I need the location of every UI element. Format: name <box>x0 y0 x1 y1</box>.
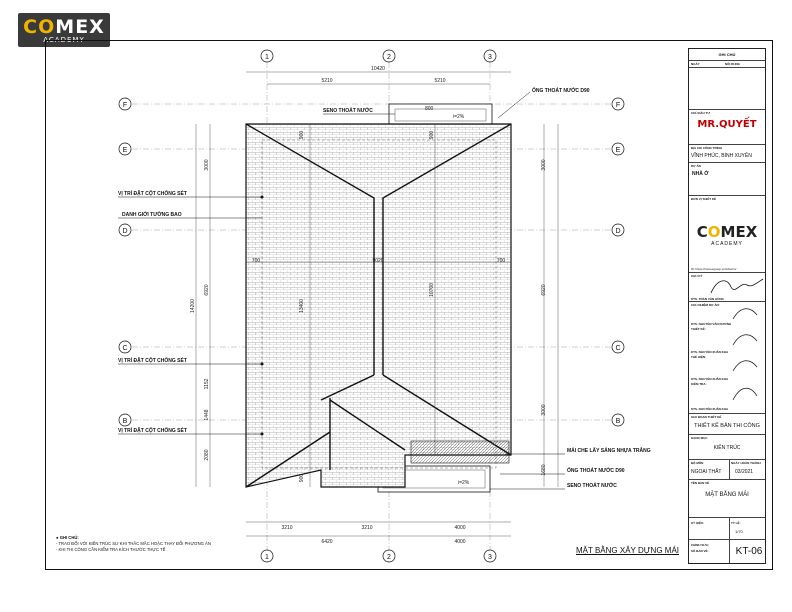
dim-bottom-b: 3210 <box>361 525 373 531</box>
signature-main <box>707 275 765 299</box>
tb-architect-1: KTS. TRẦN VĂN HÙNG <box>691 297 724 301</box>
tb-discipline-label: BỘ MÔN <box>691 461 704 465</box>
tb-drawing-name: MẶT BẰNG MÁI <box>705 492 749 498</box>
annotation-lightning-rod-1: VỊ TRÍ ĐẶT CỘT CHỐNG SÉT <box>118 191 187 197</box>
tb-phase-label: GIAI ĐOẠN THIẾT KẾ <box>691 415 722 419</box>
tb-category-label: HẠNG MỤC <box>691 436 708 440</box>
tb-address: VĨNH PHÚC, BÌNH XUYÊN <box>691 153 752 159</box>
tb-date-complete-label: NGÀY HOÀN THÀNH <box>731 461 761 465</box>
tb-content-label: NỘI DUNG <box>725 62 740 66</box>
dim-right-3: 3000 <box>541 404 547 416</box>
tb-logo-mex: MEX <box>720 223 758 241</box>
tb-website: W: https://comexgroup.vn/cd/u/vn/ <box>691 267 737 271</box>
tb-scale: 1/70 <box>735 529 743 534</box>
tb-notes-header: GHI CHÚ <box>718 52 736 57</box>
grid-label-row-c-left: C <box>122 345 128 352</box>
dim-left-4: 1448 <box>204 409 210 421</box>
dim-top-right: 5210 <box>434 78 446 84</box>
tb-owner-label: CHỦ ĐẦU TƯ <box>691 111 710 115</box>
grid-label-row-d-left: D <box>122 228 128 235</box>
tb-date-label: NGÀY <box>691 62 700 66</box>
tb-sheet-number: KT-06 <box>735 546 763 557</box>
tb-project-label: DỰ ÁN <box>691 164 701 168</box>
grid-label-row-e-right: E <box>615 147 621 154</box>
dim-inner-700-right: 700 <box>496 258 506 264</box>
slope-label-top: i=2% <box>453 114 465 120</box>
title-block <box>688 48 766 564</box>
lightning-rod-marker-1 <box>261 196 264 199</box>
dim-bottom-ab: 6420 <box>321 539 333 545</box>
dim-inner-900-bottom: 900 <box>299 473 305 483</box>
tb-category: KIẾN TRÚC <box>713 445 741 451</box>
grid-label-col-2-bottom: 2 <box>387 554 391 561</box>
tb-architect-4: KTS. NGUYỄN XUÂN KHA <box>691 377 729 381</box>
signature-4 <box>729 355 763 375</box>
dim-left-2: 6920 <box>204 284 210 296</box>
tb-address-label: ĐỊA CHỈ CÔNG TRÌNH <box>691 146 722 150</box>
grid-label-row-b-right: B <box>615 418 621 425</box>
dim-left-5: 2080 <box>204 449 210 461</box>
tb-discipline: NGOẠI THẤT <box>691 469 722 475</box>
skylight-canopy <box>411 441 509 463</box>
tb-logo-c: C <box>696 223 708 241</box>
annotation-ong-bottom: ỐNG THOÁT NƯỚC D90 <box>567 468 625 474</box>
tb-drawing-name-label: TÊN BẢN VẼ <box>691 481 710 485</box>
dim-left-3: 1152 <box>204 378 210 390</box>
dim-inner-9020: 9020 <box>372 258 384 264</box>
dim-overall-width: 10420 <box>371 66 385 72</box>
grid-label-row-e-left: E <box>122 147 128 154</box>
logo-subtitle: ACADEMY <box>43 36 85 44</box>
tb-project: NHÀ Ở <box>692 171 709 177</box>
dim-right-2: 6920 <box>541 284 547 296</box>
dim-inner-900-top: 900 <box>299 130 305 140</box>
tb-logo-o: O <box>707 223 721 241</box>
dim-inner-13400: 13400 <box>299 299 305 313</box>
tb-designer-label: ĐƠN VỊ THIẾT KẾ <box>691 197 717 201</box>
dim-inner-10700: 10700 <box>429 283 435 297</box>
general-notes <box>56 535 211 553</box>
annotation-lightning-rod-2: VỊ TRÍ ĐẶT CỘT CHỐNG SÉT <box>118 358 187 364</box>
grid-label-col-2-top: 2 <box>387 54 391 61</box>
annotation-wall-boundary: DANH GIỚI TƯỜNG BAO <box>122 212 182 218</box>
dim-left-1: 3000 <box>204 159 210 171</box>
lightning-rod-marker-2 <box>261 363 264 366</box>
annotation-lightning-rod-3: VỊ TRÍ ĐẶT CỘT CHỐNG SÉT <box>118 428 187 434</box>
tb-architect-2: KTS. NGUYỄN VĂN DƯƠNG <box>691 322 732 326</box>
tb-architect-3: KTS. NGUYỄN XUÂN KHA <box>691 350 729 354</box>
tb-revision-label: CHỈNH SỬA: <box>691 543 709 547</box>
logo-letter-o: O <box>38 16 56 38</box>
dim-right-4: 1680 <box>541 464 547 476</box>
dim-top-left: 5210 <box>321 78 333 84</box>
dim-left-overall: 14200 <box>190 299 196 313</box>
notes-line-1: - TRAO ĐỔI VỚI KIẾN TRÚC SƯ KHI THẮC MẮC HOẶC THAY ĐỔI PHƯƠNG ÁN <box>56 541 211 546</box>
dim-inner-900-topright: 900 <box>429 130 435 140</box>
dim-bottom-c: 4000 <box>454 525 466 531</box>
grid-label-col-3-bottom: 3 <box>488 554 492 561</box>
tb-scale-label: TỶ LỆ: <box>731 521 741 525</box>
notes-title: ● GHI CHÚ: <box>56 535 79 540</box>
tb-comex-sub: ACADEMY <box>711 241 743 247</box>
notes-line-2: - KHI THI CÔNG CẦN KIỂM TRA KÍCH THƯỚC THỰC TẾ <box>56 547 166 552</box>
tb-date: 03/2021 <box>735 469 754 475</box>
tb-project-lead-label: CHỦ NHIỆM DỰ ÁN: <box>691 303 720 307</box>
signature-2 <box>729 303 763 323</box>
tb-comex-logo <box>689 223 765 241</box>
dim-small: 800 <box>425 106 434 112</box>
annotation-skylight: MÁI CHE LẤY SÁNG NHỰA TRẮNG <box>567 448 651 454</box>
annotation-seno-bottom: SENO THOÁT NƯỚC <box>567 483 617 489</box>
lightning-rod-marker-3 <box>261 433 264 436</box>
dim-inner-700-left: 700 <box>251 258 261 264</box>
tb-architect-5: KTS. NGUYỄN XUÂN KHA <box>691 407 729 411</box>
sheet-title: MẶT BẰNG XÂY DỰNG MÁI <box>576 546 679 555</box>
dim-bottom-a: 3210 <box>281 525 293 531</box>
tb-owner: MR.QUYẾT <box>697 119 757 130</box>
logo-letter-c: C <box>23 16 39 38</box>
dim-bottom-cd: 4000 <box>454 539 466 545</box>
tb-signature-label: CHỦ KÝ <box>691 274 703 278</box>
grid-label-col-1-bottom: 1 <box>265 554 269 561</box>
tb-drafter-label: THỂ HIỆN: <box>691 355 706 359</box>
grid-label-row-c-right: C <box>615 345 621 352</box>
tb-sheet-no-label: SỐ BẢN VẼ: <box>691 549 709 553</box>
grid-label-row-f-right: F <box>615 102 621 109</box>
tb-phase: THIẾT KẾ BẢN THI CÔNG <box>694 423 760 429</box>
tb-code-label: KÝ HIỆU: <box>691 521 705 525</box>
grid-label-col-3-top: 3 <box>488 54 492 61</box>
tb-checker-label: KIỂM TRA: <box>691 382 707 386</box>
logo-letters-mex: MEX <box>55 16 105 38</box>
grid-label-row-f-left: F <box>122 102 128 109</box>
slope-label-bottom: i=2% <box>458 480 470 486</box>
tb-design-label: THIẾT KẾ: <box>691 327 706 331</box>
grid-label-row-d-right: D <box>615 228 621 235</box>
dim-right-1: 3000 <box>541 159 547 171</box>
grid-label-col-1-top: 1 <box>265 54 269 61</box>
signature-5 <box>729 382 763 404</box>
grid-label-row-b-left: B <box>122 418 128 425</box>
annotation-ong-top: ỐNG THOÁT NƯỚC D90 <box>532 88 590 94</box>
signature-3 <box>729 329 763 349</box>
annotation-seno-top: SENO THOÁT NƯỚC <box>323 108 373 114</box>
